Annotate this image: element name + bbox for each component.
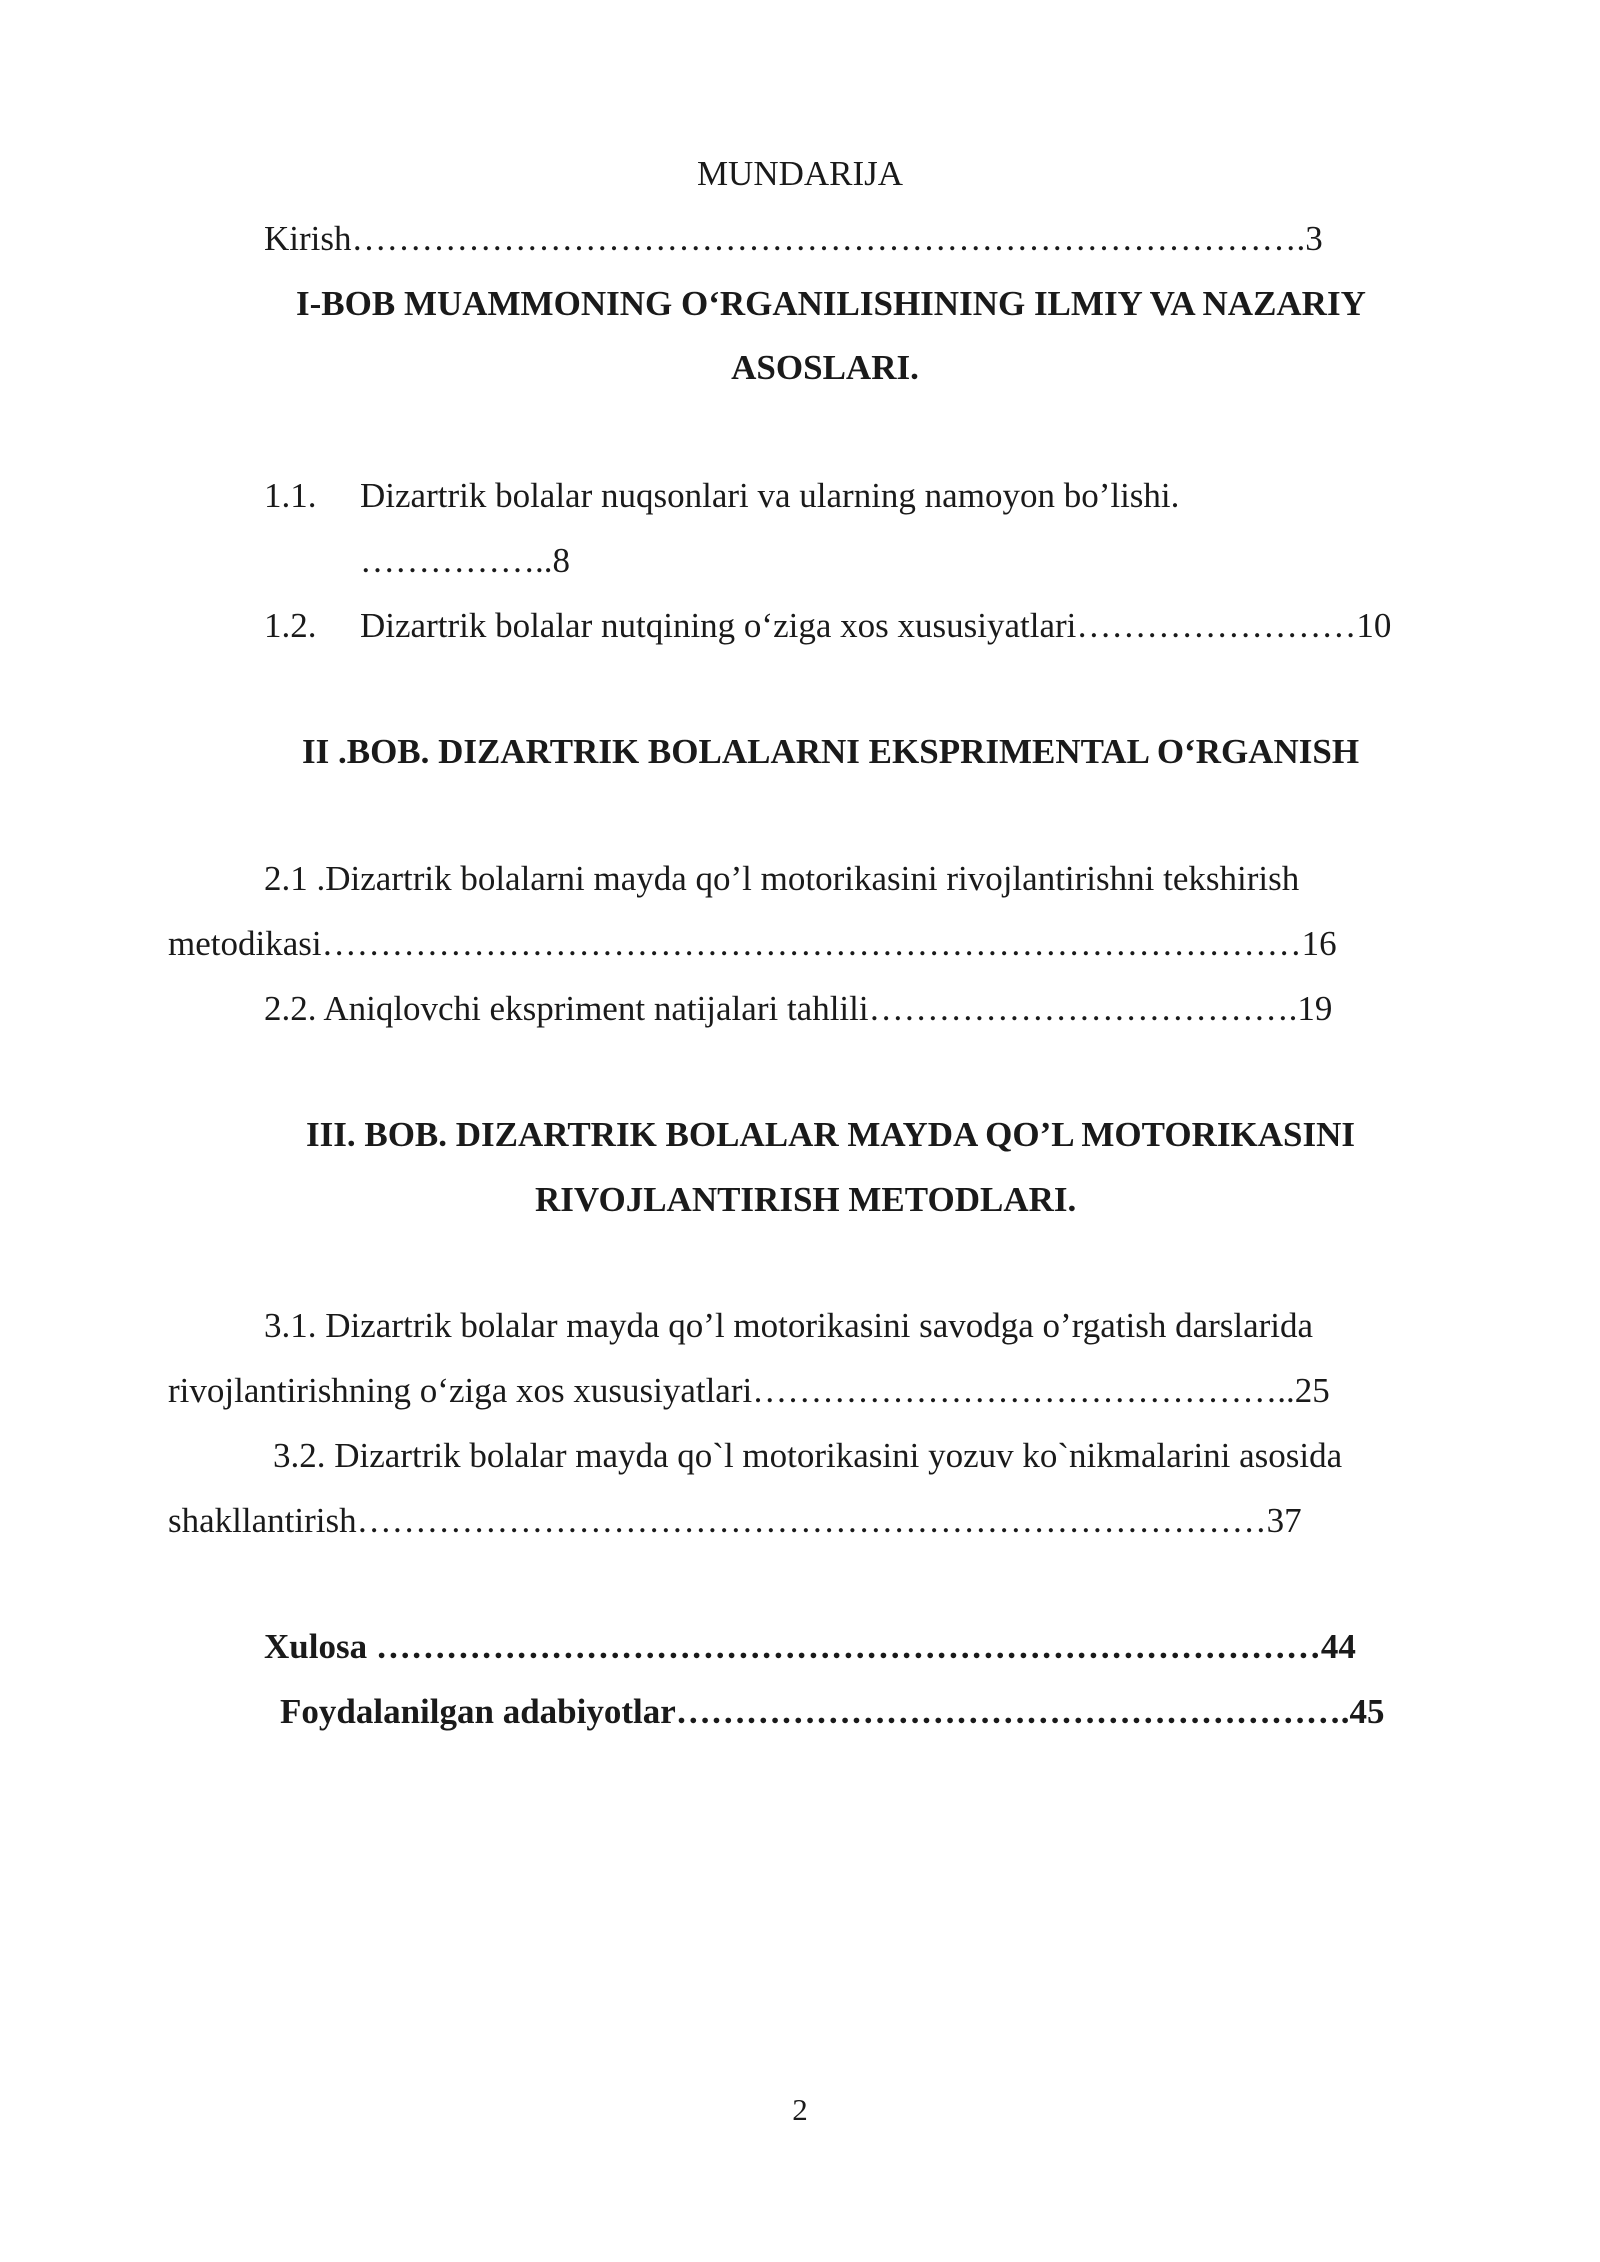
toc-entry-1-1-page: ……………..8 xyxy=(360,541,570,580)
toc-entry-3-2-line2: shakllantirish……………………………………………………………………37 xyxy=(168,1501,1302,1540)
chapter3-heading-line2: RIVOJLANTIRISH METODLARI. xyxy=(535,1180,1077,1219)
toc-entry-references: Foydalanilgan adabiyotlar………………………………………………….45 xyxy=(280,1692,1385,1731)
toc-title: MUNDARIJA xyxy=(696,154,904,193)
toc-entry-3-1-line1: 3.1. Dizartrik bolalar mayda qo’l motorikasini savodga o’rgatish darslarida xyxy=(264,1306,1314,1345)
chapter3-heading-line1: III. BOB. DIZARTRIK BOLALAR MAYDA QO’L MOTORIKASINI xyxy=(306,1115,1355,1154)
chapter1-heading-line1: I-BOB MUAMMONING O‘RGANILISHINING ILMIY VA NAZARIY xyxy=(296,284,1366,323)
toc-entry-conclusion: Xulosa ………………………………………………………………………44 xyxy=(264,1627,1356,1666)
toc-entry-1-2-title: Dizartrik bolalar nutqining o‘ziga xos xususiyatlari……………………10 xyxy=(360,606,1392,645)
chapter2-heading: II .BOB. DIZARTRIK BOLALARNI EKSPRIMENTAL O‘RGANISH xyxy=(302,732,1360,771)
toc-entry-1-1-title: Dizartrik bolalar nuqsonlari va ularning namoyon bo’lishi. xyxy=(360,476,1180,515)
toc-entry-3-1-line2: rivojlantirishning o‘ziga xos xususiyatlari………………………………………..25 xyxy=(168,1371,1330,1410)
toc-entry-2-1-line2: metodikasi…………………………………………………………………………16 xyxy=(168,924,1337,963)
toc-entry-1-2-number: 1.2. xyxy=(264,606,317,645)
toc-entry-2-2: 2.2. Aniqlovchi ekspriment natijalari tahlili……………………………….19 xyxy=(264,989,1333,1028)
toc-entry-2-1-line1: 2.1 .Dizartrik bolalarni mayda qo’l motorikasini rivojlantirishni tekshirish xyxy=(264,859,1300,898)
page-number: 2 xyxy=(792,2092,808,2127)
toc-entry-1-1-number: 1.1. xyxy=(264,476,317,515)
chapter1-heading-line2: ASOSLARI. xyxy=(731,348,919,387)
toc-entry-3-2-line1: 3.2. Dizartrik bolalar mayda qo`l motorikasini yozuv ko`nikmalarini asosida xyxy=(273,1436,1343,1475)
toc-entry-intro: Kirish……………………………………………………………………….3 xyxy=(264,219,1323,258)
